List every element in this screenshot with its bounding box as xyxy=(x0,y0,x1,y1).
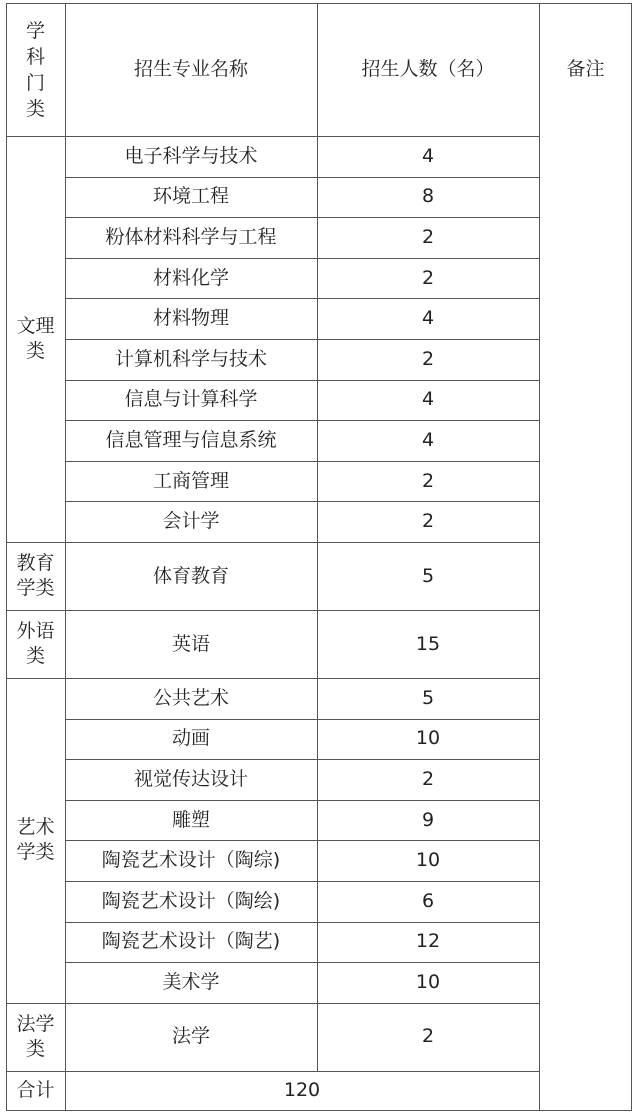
major-name-cell: 公共艺术 xyxy=(152,686,229,709)
major-name-cell: 体育教育 xyxy=(152,564,229,587)
category-cell: 艺术学类 xyxy=(16,816,55,864)
enrollment-count-cell: 4 xyxy=(421,144,435,167)
enrollment-count-cell: 2 xyxy=(421,266,435,289)
category-cell: 外语类 xyxy=(16,620,55,667)
column-divider xyxy=(317,501,318,542)
column-divider xyxy=(317,719,318,760)
enrollment-count-cell: 5 xyxy=(421,564,435,587)
major-name-cell: 会计学 xyxy=(162,510,220,533)
header-count: 招生人数（名） xyxy=(361,58,495,80)
major-name-cell: 电子科学与技术 xyxy=(124,144,258,167)
major-name-cell: 材料化学 xyxy=(152,266,229,289)
enrollment-count-cell: 10 xyxy=(415,970,441,993)
header-major: 招生专业名称 xyxy=(133,58,248,80)
major-name-cell: 雕塑 xyxy=(171,808,210,831)
enrollment-count-cell: 2 xyxy=(421,347,435,370)
major-name-cell: 粉体材料科学与工程 xyxy=(105,225,277,248)
enrollment-count-cell: 2 xyxy=(421,510,435,533)
column-divider xyxy=(539,3,540,1111)
column-divider xyxy=(317,542,318,610)
total-value: 120 xyxy=(283,1079,321,1102)
column-divider xyxy=(317,136,318,177)
major-name-cell: 陶瓷艺术设计（陶综) xyxy=(101,849,281,872)
category-cell: 文理类 xyxy=(16,315,55,362)
enrollment-count-cell: 5 xyxy=(421,686,435,709)
enrollment-count-cell: 4 xyxy=(421,307,435,330)
major-name-cell: 信息与计算科学 xyxy=(124,388,258,411)
enrollment-count-cell: 12 xyxy=(415,930,441,953)
total-label: 合计 xyxy=(16,1079,55,1102)
enrollment-count-cell: 4 xyxy=(421,388,435,411)
column-divider xyxy=(317,3,318,136)
major-name-cell: 视觉传达设计 xyxy=(133,767,248,790)
enrollment-count-cell: 10 xyxy=(415,849,441,872)
major-name-cell: 环境工程 xyxy=(152,185,229,208)
enrollment-count-cell: 15 xyxy=(415,632,441,655)
enrollment-count-cell: 4 xyxy=(421,428,435,451)
column-divider xyxy=(317,177,318,218)
major-name-cell: 动画 xyxy=(171,727,210,750)
column-divider xyxy=(317,461,318,502)
major-name-cell: 美术学 xyxy=(162,970,220,993)
enrollment-count-cell: 8 xyxy=(421,185,435,208)
column-divider xyxy=(317,840,318,881)
column-divider xyxy=(317,217,318,258)
major-name-cell: 工商管理 xyxy=(152,469,229,492)
enrollment-table xyxy=(6,3,632,1111)
enrollment-count-cell: 10 xyxy=(415,727,441,750)
enrollment-count-cell: 9 xyxy=(421,808,435,831)
major-name-cell: 计算机科学与技术 xyxy=(114,347,267,370)
column-divider xyxy=(317,420,318,461)
major-name-cell: 材料物理 xyxy=(152,307,229,330)
column-divider xyxy=(317,962,318,1003)
enrollment-count-cell: 2 xyxy=(421,1025,435,1048)
column-divider xyxy=(317,258,318,299)
column-divider xyxy=(317,678,318,719)
column-divider xyxy=(317,298,318,339)
major-name-cell: 陶瓷艺术设计（陶艺) xyxy=(101,930,281,953)
major-name-cell: 法学 xyxy=(171,1025,210,1048)
column-divider xyxy=(317,339,318,380)
column-divider xyxy=(317,1003,318,1071)
major-name-cell: 英语 xyxy=(171,632,210,655)
column-divider xyxy=(317,922,318,963)
column-divider xyxy=(317,800,318,841)
header-remark: 备注 xyxy=(566,58,605,80)
column-divider xyxy=(317,610,318,678)
category-cell: 法学类 xyxy=(16,1012,55,1060)
table-border-right xyxy=(631,3,632,1111)
header-category: 学科门类 xyxy=(25,19,45,120)
column-divider xyxy=(317,881,318,922)
enrollment-count-cell: 2 xyxy=(421,225,435,248)
major-name-cell: 陶瓷艺术设计（陶绘) xyxy=(101,889,281,912)
major-name-cell: 信息管理与信息系统 xyxy=(105,428,277,451)
enrollment-count-cell: 2 xyxy=(421,469,435,492)
column-divider xyxy=(317,380,318,421)
category-cell: 教育学类 xyxy=(16,552,55,599)
enrollment-count-cell: 6 xyxy=(421,889,435,912)
enrollment-count-cell: 2 xyxy=(421,767,435,790)
column-divider xyxy=(317,759,318,800)
